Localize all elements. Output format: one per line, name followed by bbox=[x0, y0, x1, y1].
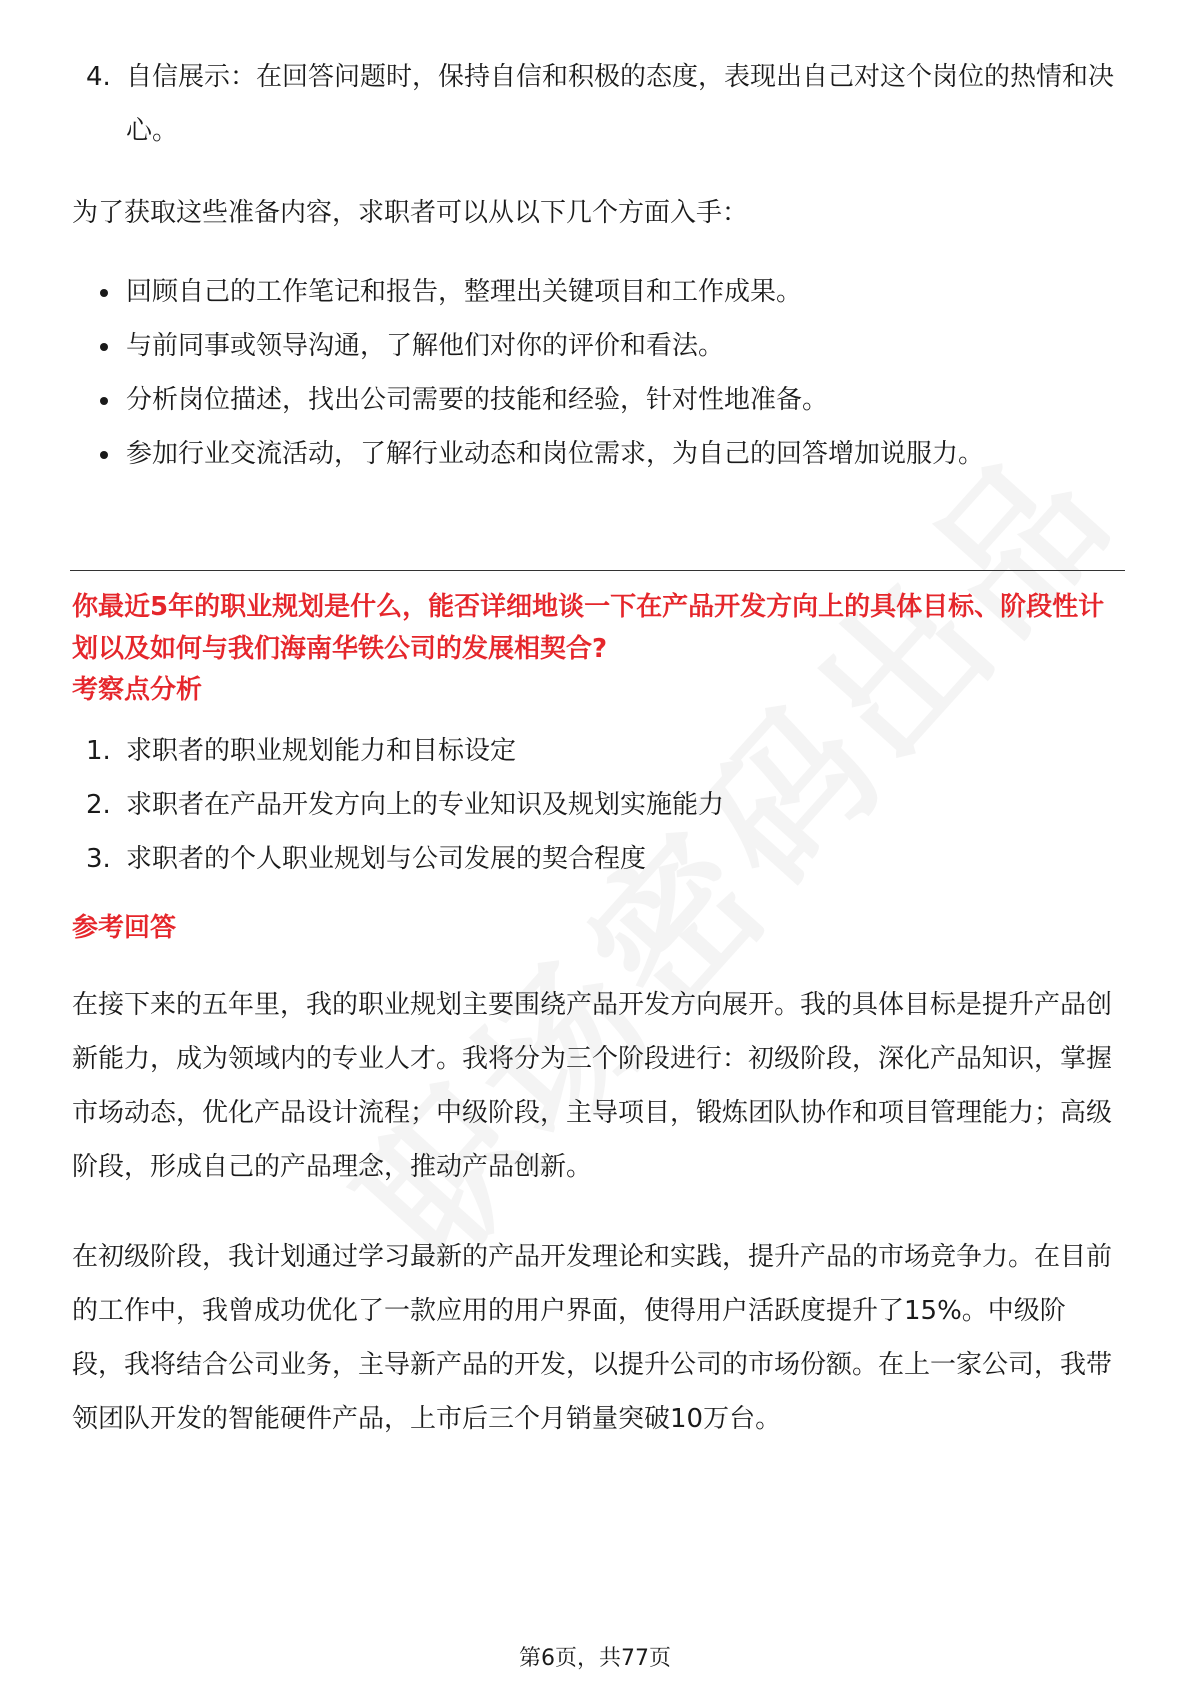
list-number: 4. bbox=[86, 62, 111, 92]
page-footer: 第6页，共77页 bbox=[519, 1646, 671, 1671]
list-item bbox=[86, 50, 1126, 158]
bullet-dot bbox=[100, 289, 108, 297]
list-number: 2. bbox=[86, 790, 111, 820]
bullet-text: 回顾自己的工作笔记和报告，整理出关键项目和工作成果。 bbox=[126, 277, 803, 307]
list-number: 1. bbox=[86, 736, 111, 766]
bullet-item bbox=[100, 265, 1120, 319]
analysis-item bbox=[86, 724, 1126, 778]
list-text: 自信展示：在回答问题时，保持自信和积极的态度，表现出自己对这个岗位的热情和决心。 bbox=[126, 62, 1115, 146]
intro-paragraph: 为了获取这些准备内容，求职者可以从以下几个方面入手： bbox=[72, 198, 749, 228]
section-divider bbox=[70, 570, 1125, 571]
list-text: 求职者的个人职业规划与公司发展的契合程度 bbox=[126, 844, 647, 874]
bullet-dot bbox=[100, 451, 108, 459]
bullet-dot bbox=[100, 397, 108, 405]
analysis-heading: 考察点分析 bbox=[72, 675, 203, 705]
bullet-dot bbox=[100, 343, 108, 351]
analysis-item bbox=[86, 778, 1126, 832]
bullet-text: 分析岗位描述，找出公司需要的技能和经验，针对性地准备。 bbox=[126, 385, 829, 415]
answer-paragraph: 在接下来的五年里，我的职业规划主要围绕产品开发方向展开。我的具体目标是提升产品创新能力，成为领域内的专业人才。我将分为三个阶段进行：初级阶段，深化产品知识，掌握市场动态，优化产品设计流程；中级阶段，主导项目，锻炼团队协作和项目管理能力；高级阶段，形成自己的产品理念，推动产品创新。 bbox=[72, 990, 1113, 1182]
bullet-text: 与前同事或领导沟通，了解他们对你的评价和看法。 bbox=[126, 331, 725, 361]
list-number: 3. bbox=[86, 844, 111, 874]
bullet-item bbox=[100, 319, 1120, 373]
bullet-item bbox=[100, 427, 1120, 481]
bullet-item bbox=[100, 373, 1120, 427]
list-text: 求职者在产品开发方向上的专业知识及规划实施能力 bbox=[126, 790, 725, 820]
answer-paragraph: 在初级阶段，我计划通过学习最新的产品开发理论和实践，提升产品的市场竞争力。在目前的工作中，我曾成功优化了一款应用的用户界面，使得用户活跃度提升了15%。中级阶段，我将结合公司业务，主导新产品的开发，以提升公司的市场份额。在上一家公司，我带领团队开发的智能硬件产品，上市后三个月销量突破10万台。 bbox=[72, 1242, 1113, 1434]
analysis-item bbox=[86, 832, 1126, 886]
answer-heading: 参考回答 bbox=[72, 913, 177, 943]
question-title: 你最近5年的职业规划是什么，能否详细地谈一下在产品开发方向上的具体目标、阶段性计划以及如何与我们海南华铁公司的发展相契合? bbox=[72, 592, 1105, 664]
bullet-text: 参加行业交流活动，了解行业动态和岗位需求，为自己的回答增加说服力。 bbox=[126, 439, 985, 469]
list-text: 求职者的职业规划能力和目标设定 bbox=[126, 736, 517, 766]
